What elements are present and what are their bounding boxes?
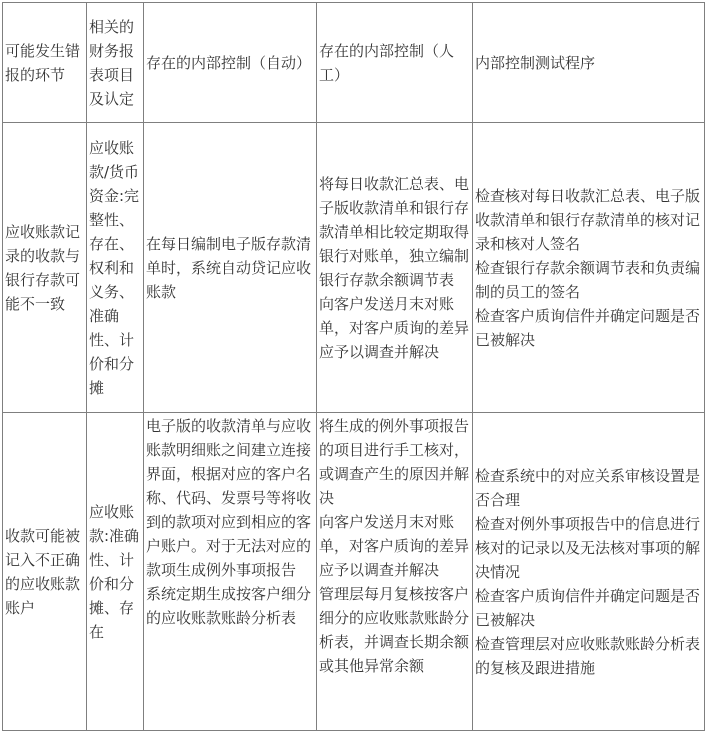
test-procedure-line: 检查管理层对应收账款账龄分析表的复核及跟进措施: [475, 634, 701, 677]
header-manual-control: 存在的内部控制（人工）: [317, 3, 473, 123]
manual-control-line: 将生成的例外事项报告的项目进行手工核对，或调查产生的原因并解决: [319, 417, 470, 507]
table-row: [3, 413, 705, 731]
test-procedure-line: 检查银行存款余额调节表和负责编制的员工的签名: [475, 258, 701, 301]
auto-control-line: 在每日编制电子版存款清单时，系统自动贷记应收账款: [146, 234, 312, 301]
row-test-procedure: [473, 413, 705, 731]
header-statement-item-assertion: 相关的财务报表项目及认定: [87, 3, 144, 123]
header-misstatement-stage: 可能发生错报的环节: [3, 3, 87, 123]
row-manual-control: [317, 123, 473, 413]
test-procedure-line: 检查核对每日收款汇总表、电子版收款清单和银行存款清单的核对记录和核对人签名: [475, 186, 701, 253]
header-test-procedure: 内部控制测试程序: [473, 3, 705, 123]
manual-control-line: 向客户发送月末对账单，对客户质询的差异应予以调查并解决: [319, 513, 470, 579]
row-stage: 应收账款记录的收款与银行存款可能不一致: [3, 123, 87, 413]
row-auto-control: [144, 413, 317, 731]
row-test-procedure: [473, 123, 705, 413]
test-procedure-line: 检查客户质询信件并确定问题是否已被解决: [475, 586, 701, 629]
header-row: [3, 3, 705, 123]
auto-control-line: 电子版的收款清单与应收账款明细账之间建立连接界面，根据对应的客户名称、代码、发票号等将收到的款项对应到相应的客户账户。对于无法对应的款项生成例外事项报告: [146, 417, 312, 579]
manual-control-line: 管理层每月复核按客户细分的应收账款账龄分析表，并调查长期余额或其他异常余额: [319, 585, 470, 675]
row-assertion: 应收账款/货币资金:完整性、存在、权利和义务、准确性、计价和分摊: [87, 123, 144, 413]
table-row: [3, 123, 705, 413]
test-procedure-line: 检查客户质询信件并确定问题是否已被解决: [475, 306, 701, 349]
test-procedure-line: 检查系统中的对应关系审核设置是否合理: [475, 466, 701, 509]
auto-control-line: 系统定期生成按客户细分的应收账款账龄分析表: [146, 585, 312, 627]
manual-control-line: 向客户发送月末对账单，对客户质询的差异应予以调查并解决: [319, 294, 470, 361]
manual-control-line: 将每日收款汇总表、电子版收款清单和银行存款清单相比较定期取得银行对账单，独立编制银行存款余额调节表: [319, 174, 470, 289]
test-procedure-line: 检查对例外事项报告中的信息进行核对的记录以及无法核对事项的解决情况: [475, 514, 701, 581]
row-auto-control: [144, 123, 317, 413]
row-stage: 收款可能被记入不正确的应收账款账户: [3, 413, 87, 731]
header-automatic-control: 存在的内部控制（自动）: [144, 3, 317, 123]
row-assertion: 应收账款:准确性、计价和分摊、存在: [87, 413, 144, 731]
row-manual-control: [317, 413, 473, 731]
internal-control-table: [2, 2, 705, 731]
